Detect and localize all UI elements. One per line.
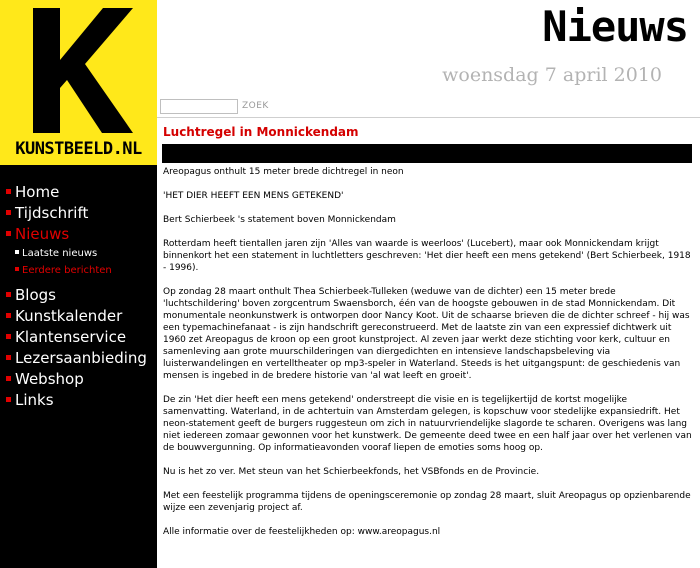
nav-item-lezersaanbieding[interactable] bbox=[6, 348, 147, 369]
search-input[interactable] bbox=[160, 99, 238, 114]
nav-item-home[interactable] bbox=[6, 182, 147, 203]
article-paragraph: Rotterdam heeft tientallen jaren zijn 'Alles van waarde is weerloos' (Lucebert), maar ook Monnickendam krijgt binnenkort het een statement in luchtletters geschreven: 'Het dier heeft een mens getekend' (Bert Schierbeek, 1918 - 1996). bbox=[163, 239, 691, 273]
bullet-icon bbox=[6, 189, 11, 194]
nav-item-label: Nieuws bbox=[15, 225, 70, 243]
nav-item-kunstkalender[interactable] bbox=[6, 306, 147, 327]
search-bar bbox=[160, 98, 269, 114]
article-banner bbox=[162, 144, 692, 163]
nav-item-blogs[interactable] bbox=[6, 285, 147, 306]
nav-item-links[interactable] bbox=[6, 390, 147, 411]
bullet-icon bbox=[15, 267, 19, 271]
sidebar bbox=[0, 0, 157, 568]
subnav-item-label: Laatste nieuws bbox=[22, 248, 98, 259]
main-nav bbox=[6, 182, 147, 411]
nav-item-label: Blogs bbox=[15, 286, 56, 304]
nav-item-webshop[interactable] bbox=[6, 369, 147, 390]
nav-item-label: Kunstkalender bbox=[15, 307, 123, 325]
article-paragraph: Op zondag 28 maart onthult Thea Schierbeek-Tulleken (weduwe van de dichter) een 15 meter brede 'luchtschildering' boven zorgcentrum Swaensborch, één van de hoogste gebouwen in de stad Monnickendam. Dit monumentale neonkunstwerk is ontworpen door Nancy Koot. Uit de schaarse brieven die de dichter schreef - hij was een typemachinefanaat - is zijn handschrift gereconstrueerd. Met de laatste zin van een expressief dichtwerk uit 1960 zet Areopagus de kroon op een groot kunstproject. Al zeven jaar werkt deze stichting voor kerk, cultuur en samenleving aan grote muurschilderingen van diergedichten en intensieve landschapsbeleving via luisterwandelingen en vertelltheater op mp3-speler in Waterland. Steeds is het uitgangspunt: de geschiedenis van mensen is ingebed in de bredere historie van 'al wat leeft en groeit'. bbox=[163, 287, 690, 381]
site-logo[interactable] bbox=[0, 0, 157, 165]
search-button[interactable]: ZOEK bbox=[242, 101, 269, 111]
article-paragraph: De zin 'Het dier heeft een mens getekend' onderstreept die visie en is tegelijkertijd de kortst mogelijke samenvatting. Waterland, in de achtertuin van Amsterdam gelegen, is kopschuw voor stedelijke expansiedrift. Het neon-statement geeft de burgers ruggesteun om zich in natuurvriendelijke slagorde te scharen. Overigens was lang niet iedereen zomaar gewonnen voor het kunstwerk. De gemeente deed twee en een half jaar over het verlenen van de bouwvergunning. Op informatieavonden vooraf liepen de emoties soms hoog op. bbox=[163, 395, 692, 453]
bullet-icon bbox=[6, 376, 11, 381]
bullet-icon bbox=[6, 334, 11, 339]
bullet-icon bbox=[15, 250, 19, 254]
article-paragraph: Met een feestelijk programma tijdens de openingsceremonie op zondag 28 maart, sluit Areopagus op opzienbarende wijze een zevenjarig project af. bbox=[163, 491, 691, 513]
bullet-icon bbox=[6, 231, 11, 236]
nav-item-tijdschrift[interactable] bbox=[6, 203, 147, 224]
nav-item-nieuws[interactable] bbox=[6, 224, 147, 245]
article-paragraph: Areopagus onthult 15 meter brede dichtregel in neon bbox=[163, 167, 404, 177]
article-body bbox=[163, 166, 693, 550]
nav-item-klantenservice[interactable] bbox=[6, 327, 147, 348]
subnav-item-eerdere-berichten[interactable] bbox=[6, 262, 147, 279]
nav-item-label: Home bbox=[15, 183, 60, 201]
bullet-icon bbox=[6, 397, 11, 402]
article-paragraph: Alle informatie over de feestelijkheden op: www.areopagus.nl bbox=[163, 527, 441, 537]
article-paragraph: 'HET DIER HEEFT EEN MENS GETEKEND' bbox=[163, 191, 344, 201]
logo-k-icon bbox=[33, 8, 133, 133]
nav-item-label: Lezersaanbieding bbox=[15, 349, 147, 367]
subnav-item-label: Eerdere berichten bbox=[22, 265, 112, 276]
nav-item-label: Klantenservice bbox=[15, 328, 127, 346]
article-title: Luchtregel in Monnickendam bbox=[163, 125, 359, 139]
page-title: Nieuws bbox=[542, 2, 688, 51]
bullet-icon bbox=[6, 355, 11, 360]
subnav-item-laatste-nieuws[interactable] bbox=[6, 245, 147, 262]
logo-text: KUNSTBEELD.NL bbox=[15, 139, 142, 159]
nav-item-label: Webshop bbox=[15, 370, 84, 388]
nav-item-label: Tijdschrift bbox=[15, 204, 89, 222]
page-date: woensdag 7 april 2010 bbox=[442, 64, 662, 86]
bullet-icon bbox=[6, 313, 11, 318]
bullet-icon bbox=[6, 292, 11, 297]
bullet-icon bbox=[6, 210, 11, 215]
nav-item-label: Links bbox=[15, 391, 54, 409]
article-paragraph: Nu is het zo ver. Met steun van het Schierbeekfonds, het VSBfonds en de Provincie. bbox=[163, 467, 540, 477]
article-paragraph: Bert Schierbeek 's statement boven Monnickendam bbox=[163, 215, 396, 225]
divider bbox=[157, 117, 700, 118]
